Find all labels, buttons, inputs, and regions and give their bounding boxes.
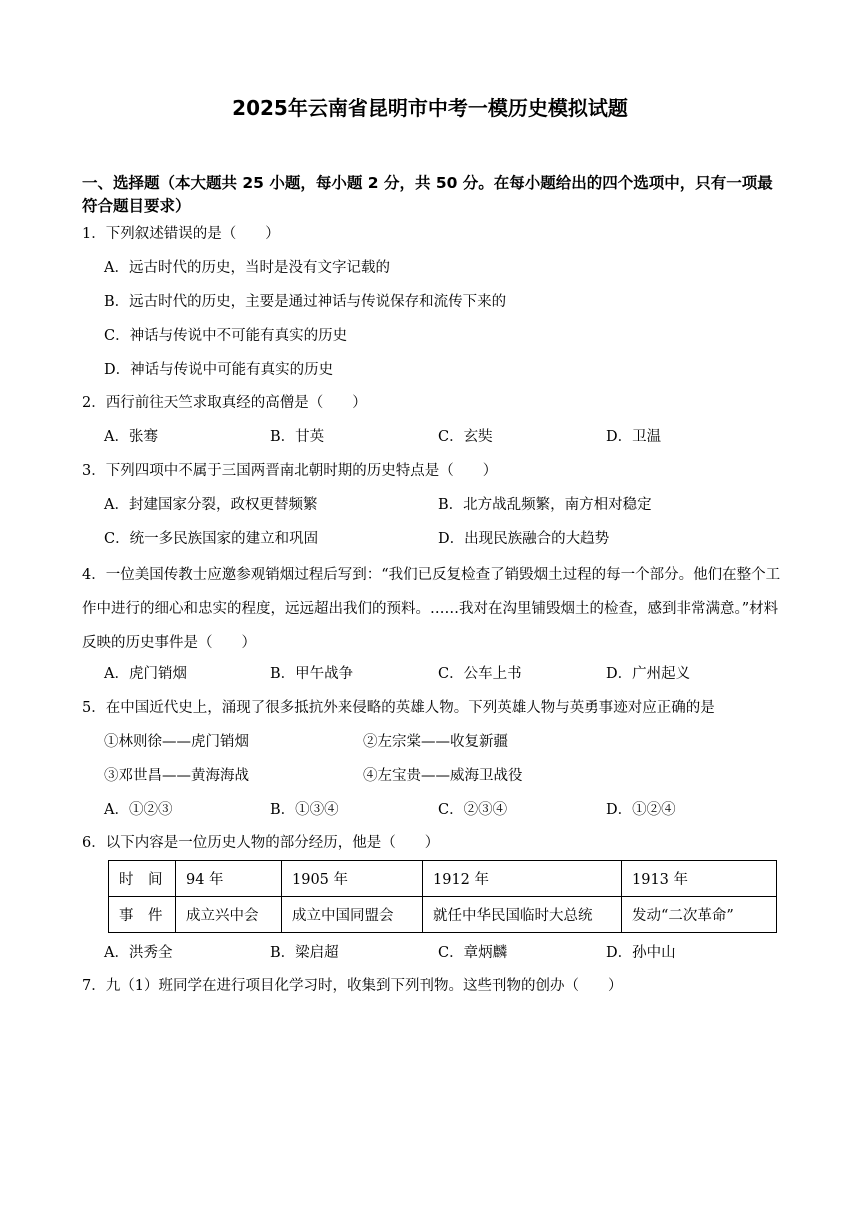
question-2-option-c[interactable]: C．玄奘 — [438, 429, 493, 445]
question-4-option-c[interactable]: C．公车上书 — [438, 666, 522, 682]
table-cell: 94 年 — [176, 861, 282, 897]
table-header-time: 时 间 — [109, 861, 176, 897]
table-cell: 成立中国同盟会 — [282, 897, 423, 933]
question-1-stem: 1．下列叙述错误的是（ ） — [82, 226, 280, 242]
question-1-option-a[interactable]: A．远古时代的历史，当时是没有文字记载的 — [104, 260, 390, 276]
question-5-item-3: ③邓世昌——黄海海战 — [104, 768, 249, 784]
question-1-option-c[interactable]: C．神话与传说中不可能有真实的历史 — [104, 328, 348, 344]
question-5-item-2: ②左宗棠——收复新疆 — [363, 734, 508, 750]
table-cell: 1905 年 — [282, 861, 423, 897]
table-cell: 就任中华民国临时大总统 — [423, 897, 622, 933]
biography-table — [108, 860, 777, 933]
question-5-option-d[interactable]: D．①②④ — [606, 802, 676, 818]
question-5-stem: 5．在中国近代史上，涌现了很多抵抗外来侵略的英雄人物。下列英雄人物与英勇事迹对应正确的是 — [82, 700, 715, 716]
question-3-option-a[interactable]: A．封建国家分裂，政权更替频繁 — [104, 497, 318, 513]
question-3-stem: 3．下列四项中不属于三国两晋南北朝时期的历史特点是（ ） — [82, 463, 498, 479]
question-2-option-d[interactable]: D．卫温 — [606, 429, 662, 445]
question-2-option-b[interactable]: B．甘英 — [270, 429, 325, 445]
question-5-item-1: ①林则徐——虎门销烟 — [104, 734, 249, 750]
table-cell: 发动“二次革命” — [622, 897, 777, 933]
question-4-option-a[interactable]: A．虎门销烟 — [104, 666, 187, 682]
question-1-option-d[interactable]: D．神话与传说中可能有真实的历史 — [104, 362, 334, 378]
section-heading: 一、选择题（本大题共 25 小题，每小题 2 分，共 50 分。在每小题给出的四个选项中，只有一项最符合题目要求） — [82, 174, 773, 215]
question-6-option-c[interactable]: C．章炳麟 — [438, 945, 508, 961]
question-1-option-b[interactable]: B．远古时代的历史，主要是通过神话与传说保存和流传下来的 — [104, 294, 507, 310]
question-6-option-b[interactable]: B．梁启超 — [270, 945, 339, 961]
question-3-option-d[interactable]: D．出现民族融合的大趋势 — [438, 531, 610, 547]
question-6-option-a[interactable]: A．洪秀全 — [104, 945, 173, 961]
table-row-event — [109, 897, 777, 933]
question-4-stem: 4．一位美国传教士应邀参观销烟过程后写到：“我们已反复检查了销毁烟土过程的每一个部分。他们在整个工作中进行的细心和忠实的程度，远远超出我们的预料。……我对在沟里铺毁烟土的检查，感到非常满意。”材料反映的历史事件是（ ） — [82, 567, 781, 651]
question-4-option-d[interactable]: D．广州起义 — [606, 666, 691, 682]
page-title: 2025年云南省昆明市中考一模历史模拟试题 — [232, 96, 628, 120]
question-2-option-a[interactable]: A．张骞 — [104, 429, 158, 445]
question-3-option-c[interactable]: C．统一多民族国家的建立和巩固 — [104, 531, 319, 547]
question-5-option-c[interactable]: C．②③④ — [438, 802, 508, 818]
question-5-option-b[interactable]: B．①③④ — [270, 802, 339, 818]
table-header-event: 事 件 — [109, 897, 176, 933]
table-cell: 1912 年 — [423, 861, 622, 897]
question-6-option-d[interactable]: D．孙中山 — [606, 945, 676, 961]
question-5-option-a[interactable]: A．①②③ — [104, 802, 173, 818]
question-4-option-b[interactable]: B．甲午战争 — [270, 666, 354, 682]
question-5-item-4: ④左宝贵——威海卫战役 — [363, 768, 523, 784]
table-cell: 成立兴中会 — [176, 897, 282, 933]
question-7-stem: 7．九（1）班同学在进行项目化学习时，收集到下列刊物。这些刊物的创办（ ） — [82, 978, 623, 994]
table-row-time — [109, 861, 777, 897]
table-cell: 1913 年 — [622, 861, 777, 897]
question-6-stem: 6．以下内容是一位历史人物的部分经历，他是（ ） — [82, 835, 440, 851]
question-2-stem: 2．西行前往天竺求取真经的高僧是（ ） — [82, 395, 367, 411]
question-3-option-b[interactable]: B．北方战乱频繁，南方相对稳定 — [438, 497, 652, 513]
